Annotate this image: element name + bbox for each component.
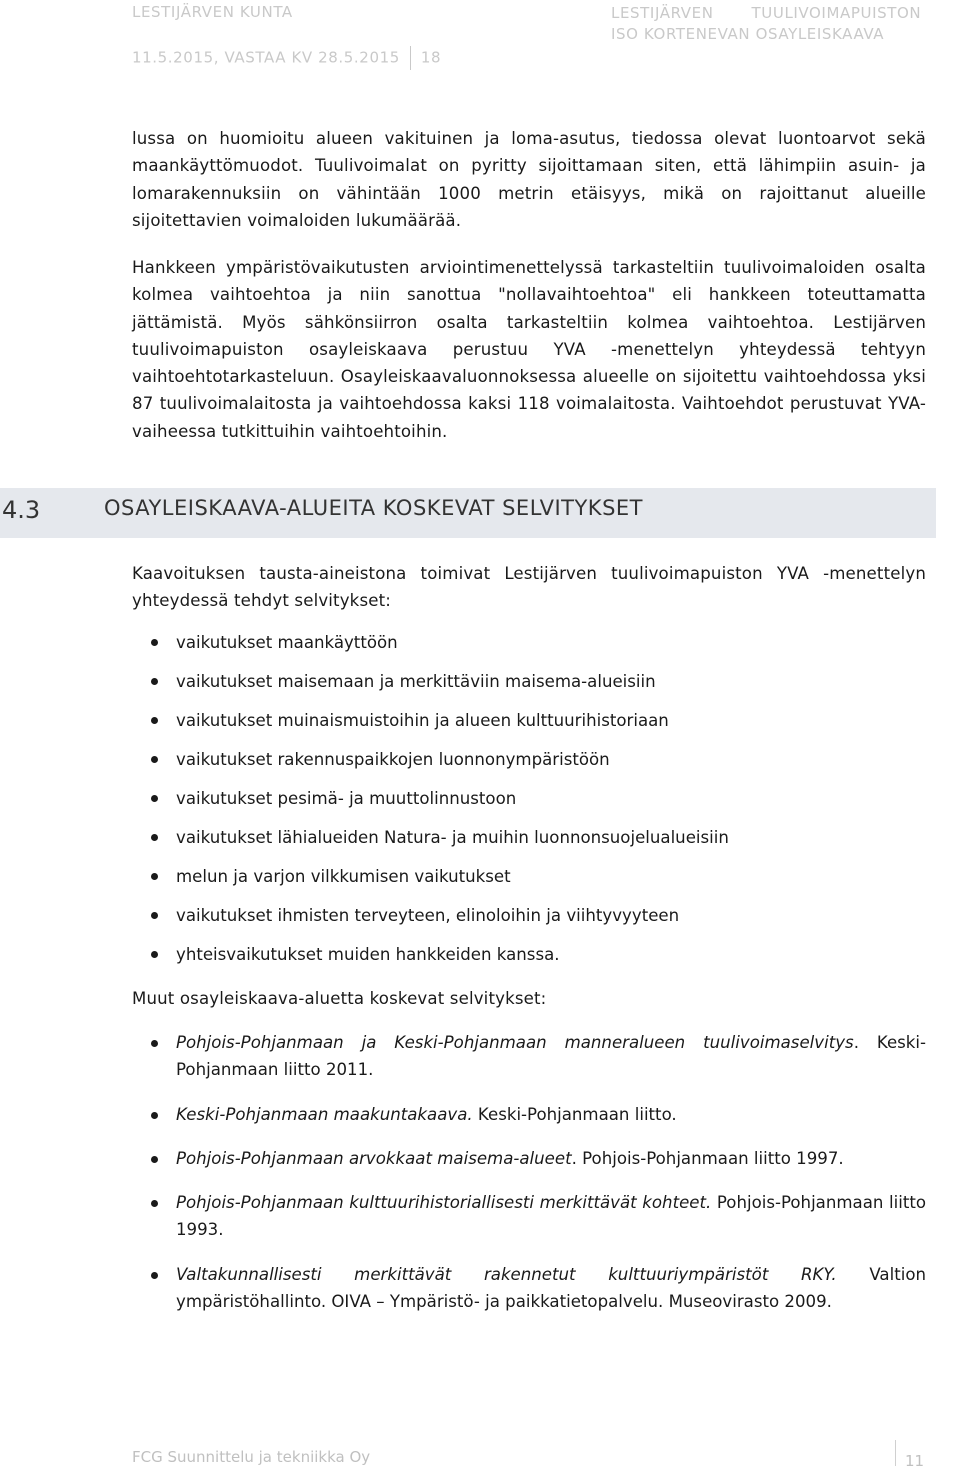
paragraph-1: lussa on huomioitu alueen vakituinen ja loma-asutus, tiedossa olevat luontoarvot sekä maankäyttömuodot. Tuulivoimalat on pyritty sijoittamaan siten, että lähimpiin asuin- ja lomarakennuksiin on vähintään 1000 metrin etäisyys, mikä on rajoittanut alueille sijoitettavien voimaloiden lukumäärää.	[132, 129, 926, 230]
section-intro-block	[132, 560, 926, 615]
header-project-line1a: LESTIJÄRVEN	[611, 4, 714, 22]
reference-item	[132, 1261, 926, 1316]
paragraph-2-block	[132, 254, 926, 445]
header-project	[611, 3, 921, 45]
section-intro: Kaavoituksen tausta-aineistona toimivat Lestijärven tuulivoimapuiston YVA -menettelyn yhteydessä tehdyt selvitykset:	[132, 564, 926, 611]
other-intro-block	[132, 985, 926, 1012]
studies-list	[132, 623, 926, 974]
reference-source: Valtion ympäristöhallinto. OIVA – Ympäristö- ja paikkatietopalvelu. Museovirasto 2009.	[176, 1264, 926, 1312]
reference-source: . Pohjois-Pohjanmaan liitto 1997.	[571, 1148, 844, 1168]
footer-company: FCG Suunnittelu ja tekniikka Oy	[132, 1448, 371, 1466]
footer-divider	[895, 1440, 896, 1466]
list-item: vaikutukset lähialueiden Natura- ja muihin luonnonsuojelualueisiin	[132, 818, 926, 857]
list-item: vaikutukset muinaismuistoihin ja alueen kulttuurihistoriaan	[132, 701, 926, 740]
reference-source: . Keski-Pohjanmaan liitto 2011.	[176, 1033, 927, 1080]
reference-title: Pohjois-Pohjanmaan arvokkaat maisema-alueet	[176, 1148, 572, 1168]
other-studies-intro: Muut osayleiskaava-aluetta koskevat selvitykset:	[132, 989, 547, 1008]
reference-title: Pohjois-Pohjanmaan ja Keski-Pohjanmaan manneralueen tuulivoimaselvitys	[176, 1033, 854, 1052]
paragraph-2: Hankkeen ympäristövaikutusten arviointimenettelyssä tarkasteltiin tuulivoimaloiden osalta kolmea vaihtoehtoa ja niin sanottua "nollavaihtoehtoa" eli hankkeen toteuttamatta jättämistä. Myös sähkönsiirron osalta tarkasteltiin kolmea vaihtoehtoa. Lestijärven tuulivoimapuiston osayleiskaava perustuu YVA -menettelyn yhteydessä tehtyyn vaihtoehtotarkasteluun. Osayleiskaavaluonnoksessa alueelle on sijoitettu vaihtoehdossa yksi 87 tuulivoimalaitosta ja vaihtoehdossa kaksi 118 voimalaitosta. Vaihtoehdot perustuvat YVA-vaiheessa tutkittuihin vaihtoehtoihin.	[132, 258, 926, 441]
header-date	[132, 46, 441, 70]
references-list	[132, 1029, 926, 1315]
reference-title: Pohjois-Pohjanmaan kulttuurihistoriallisesti merkittävät kohteet.	[176, 1193, 712, 1213]
list-item: vaikutukset maisemaan ja merkittäviin maisema-alueisiin	[132, 662, 926, 701]
references-list-block	[132, 1029, 926, 1332]
reference-item	[132, 1029, 926, 1084]
section-title: OSAYLEISKAAVA-ALUEITA KOSKEVAT SELVITYKSET	[104, 496, 643, 520]
reference-source: Pohjois-Pohjanmaan liitto 1993.	[176, 1193, 926, 1240]
header-project-line1b: TUULIVOIMAPUISTON	[751, 4, 922, 22]
header-municipality: LESTIJÄRVEN KUNTA	[132, 3, 293, 21]
list-item: melun ja varjon vilkkumisen vaikutukset	[132, 857, 926, 896]
paragraph-1-block	[132, 125, 926, 234]
list-item: vaikutukset ihmisten terveyteen, elinoloihin ja viihtyvyyteen	[132, 896, 926, 935]
reference-title: Valtakunnallisesti merkittävät rakennetut kulttuuriympäristöt RKY.	[176, 1264, 837, 1284]
list-item: vaikutukset maankäyttöön	[132, 623, 926, 662]
header-separator	[410, 46, 411, 70]
reference-item	[132, 1145, 926, 1172]
list-item: vaikutukset rakennuspaikkojen luonnonympäristöön	[132, 740, 926, 779]
reference-title: Keski-Pohjanmaan maakuntakaava.	[176, 1104, 473, 1124]
studies-list-block	[132, 623, 926, 974]
section-number: 4.3	[2, 496, 41, 524]
reference-item	[132, 1189, 926, 1244]
header-project-line2: ISO KORTENEVAN OSAYLEISKAAVA	[611, 25, 885, 43]
header-date-text: 11.5.2015, VASTAA KV 28.5.2015	[132, 48, 400, 67]
reference-item	[132, 1101, 926, 1128]
reference-source: Keski-Pohjanmaan liitto.	[472, 1104, 677, 1124]
list-item: vaikutukset pesimä- ja muuttolinnustoon	[132, 779, 926, 818]
list-item: yhteisvaikutukset muiden hankkeiden kanssa.	[132, 935, 926, 974]
footer-page-number: 11	[905, 1452, 925, 1470]
header-page-number: 18	[420, 48, 442, 67]
